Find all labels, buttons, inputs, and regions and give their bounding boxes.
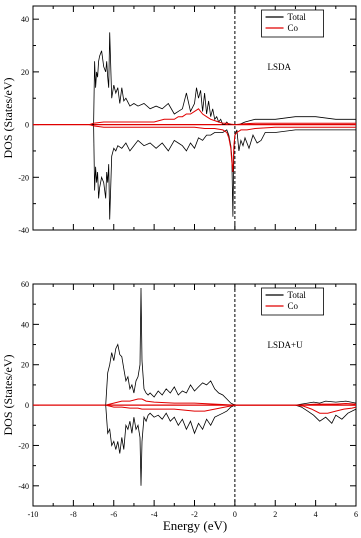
x-tick-label: 2 xyxy=(273,510,278,519)
legend-label-co: Co xyxy=(287,23,299,33)
y-tick-label: -20 xyxy=(18,173,29,183)
legend xyxy=(262,10,324,37)
x-tick-label: 6 xyxy=(354,510,358,519)
y-tick-label: 0 xyxy=(25,401,29,411)
x-tick-label: -8 xyxy=(70,510,77,519)
legend-label-co: Co xyxy=(287,301,299,311)
legend-label-total: Total xyxy=(287,290,306,300)
x-tick-label: 4 xyxy=(313,510,318,519)
x-tick-label: 0 xyxy=(232,510,237,519)
y-axis-label: DOS (States/eV) xyxy=(1,77,15,159)
y-tick-label: -20 xyxy=(18,441,29,451)
y-axis-label: DOS (States/eV) xyxy=(1,354,15,436)
y-tick-label: 60 xyxy=(21,280,29,289)
x-tick-label: -4 xyxy=(150,510,158,519)
series-total-spin-down xyxy=(90,125,357,220)
legend-label-total: Total xyxy=(287,12,306,22)
series-co-spin-down xyxy=(106,405,356,413)
y-tick-label: -40 xyxy=(18,226,29,235)
plot-frame xyxy=(33,6,356,230)
y-tick-label: 0 xyxy=(25,120,29,130)
y-tick-label: -40 xyxy=(18,481,29,491)
y-tick-label: 20 xyxy=(21,360,29,370)
x-tick-label: -10 xyxy=(27,510,39,519)
plot-frame xyxy=(33,284,356,506)
x-tick-label: -2 xyxy=(191,510,198,519)
series-total-spin-up xyxy=(90,32,357,124)
panel-lsda xyxy=(1,6,356,235)
y-tick-label: 40 xyxy=(21,320,29,330)
x-axis-label: Energy (eV) xyxy=(162,518,228,533)
y-tick-label: 20 xyxy=(21,67,29,77)
y-tick-label: 40 xyxy=(21,15,29,25)
panel-label: LSDA xyxy=(267,62,292,72)
panel-lsda-u xyxy=(1,280,358,519)
series-total-spin-down xyxy=(106,405,356,486)
panel-label: LSDA+U xyxy=(267,340,303,350)
series-co-spin-up xyxy=(106,399,356,405)
series-co-spin-down xyxy=(90,125,357,172)
x-tick-label: -6 xyxy=(110,510,118,519)
legend xyxy=(262,288,324,315)
